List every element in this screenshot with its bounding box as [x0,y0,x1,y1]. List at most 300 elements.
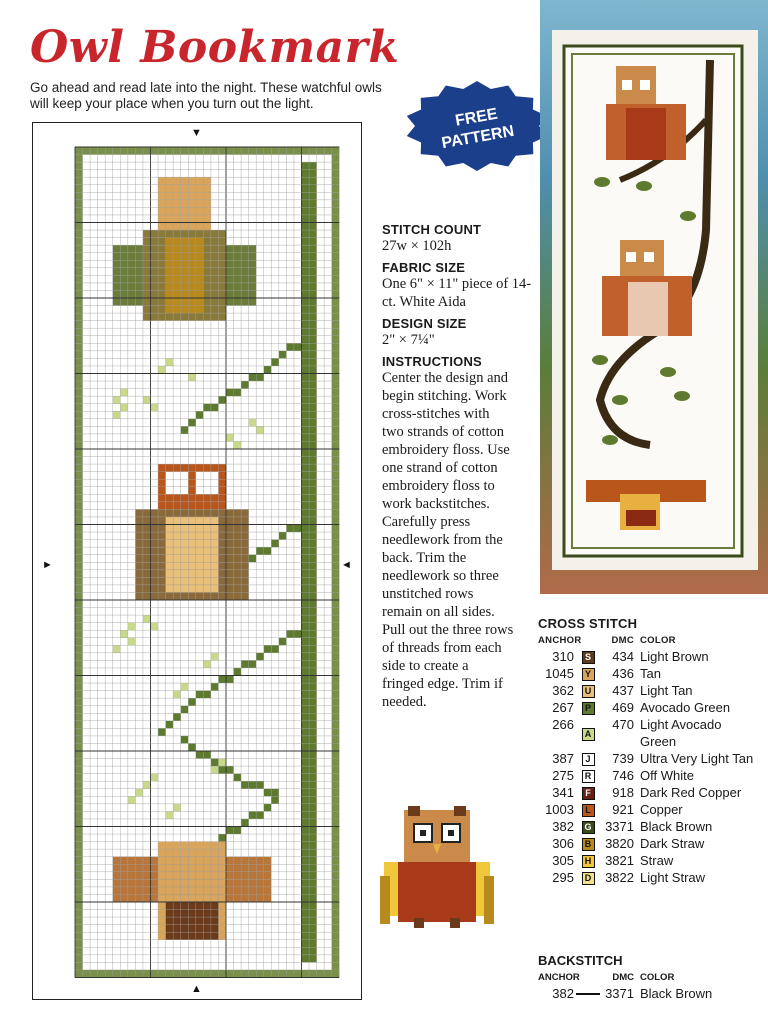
owl-wings [264,864,272,872]
owl-head [188,185,196,193]
owl-body [143,532,151,540]
owl-body [211,275,219,283]
border-stitch [188,147,196,155]
owl-body [173,864,181,872]
owl-body [203,283,211,291]
branch-stitch [309,396,317,404]
bs-col-anchor: ANCHOR [538,972,580,983]
branch-stitch [302,698,310,706]
key-color: Tan [640,666,661,681]
border-stitch [332,864,340,872]
owl-head [158,502,166,510]
owl-body [135,592,143,600]
border-stitch [151,147,159,155]
border-stitch [75,321,83,329]
owl-head [188,487,196,495]
leaf-stitch [166,811,174,819]
owl-body [158,577,166,585]
owl-eye [166,487,174,495]
branch-stitch [302,857,310,865]
owl-head [188,464,196,472]
owl-wings [249,857,257,865]
owl-body [158,253,166,261]
owl-body [241,555,249,563]
border-stitch [75,864,83,872]
border-stitch [75,600,83,608]
owl-belly [166,547,174,555]
key-row [538,716,766,750]
border-stitch [332,947,340,955]
owl-wing [241,260,249,268]
owl-body [151,268,159,276]
border-stitch [75,577,83,585]
owl-belly [196,532,204,540]
owl-body [226,532,234,540]
branch-stitch [309,487,317,495]
branch-stitch [302,245,310,253]
owl-body [218,872,226,880]
owl-stitched-sample [378,806,496,930]
owl-body [218,585,226,593]
branch-stitch [309,170,317,178]
branch-stitch [302,721,310,729]
owl-wings [256,872,264,880]
border-stitch [75,366,83,374]
owl-body [218,902,226,910]
branch-stitch [302,275,310,283]
owl-body [158,283,166,291]
owl-body [218,260,226,268]
branch-stitch [309,736,317,744]
border-stitch [332,600,340,608]
border-stitch [264,970,272,978]
owl-wings [143,879,151,887]
owl-wing [234,253,242,261]
owl-body [218,910,226,918]
owl-wings [128,872,136,880]
border-stitch [332,464,340,472]
owl-eye [211,472,219,480]
owl-body [234,517,242,525]
owl-head [211,502,219,510]
border-stitch [75,147,83,155]
owl-wing [113,275,121,283]
owl-body [196,887,204,895]
owl-body [226,555,234,563]
border-stitch [120,147,128,155]
owl-head [218,479,226,487]
branch-stitch [181,706,189,714]
border-stitch [332,819,340,827]
border-stitch [332,706,340,714]
owl-belly [196,260,204,268]
owl-body [181,313,189,321]
branch-stitch [309,275,317,283]
branch-stitch [302,894,310,902]
branch-stitch [256,811,264,819]
border-stitch [75,381,83,389]
border-stitch [75,630,83,638]
branch-stitch [309,600,317,608]
owl-eye [203,487,211,495]
owl-body [218,842,226,850]
owl-body [181,887,189,895]
owl-wings [143,864,151,872]
owl-body [143,230,151,238]
owl-wing [241,290,249,298]
border-stitch [211,970,219,978]
owl-wings [241,864,249,872]
border-stitch [75,887,83,895]
owl-head [218,502,226,510]
border-stitch [75,260,83,268]
branch-stitch [226,827,234,835]
border-stitch [75,713,83,721]
owl-belly [188,306,196,314]
owl-eye [196,487,204,495]
owl-body [196,592,204,600]
key-row [538,750,766,767]
border-stitch [332,857,340,865]
owl-body [135,509,143,517]
border-stitch [332,502,340,510]
owl-body [158,842,166,850]
owl-body [143,283,151,291]
border-stitch [332,653,340,661]
owl-head [166,223,174,231]
branch-stitch [309,766,317,774]
owl-belly [188,547,196,555]
branch-stitch [309,570,317,578]
branch-stitch [188,419,196,427]
owl-wing [234,290,242,298]
owl-belly [181,577,189,585]
branch-stitch [302,691,310,699]
border-stitch [75,736,83,744]
owl-tail [203,902,211,910]
border-stitch [332,940,340,948]
border-stitch [75,457,83,465]
owl-belly [166,268,174,276]
branch-stitch [302,615,310,623]
owl-wings [249,864,257,872]
border-stitch [332,751,340,759]
border-stitch [332,396,340,404]
owl-belly [203,562,211,570]
leaf-stitch [128,623,136,631]
owl-body [166,894,174,902]
owl-head [188,494,196,502]
border-stitch [75,426,83,434]
border-stitch [75,789,83,797]
owl-wings [128,894,136,902]
branch-stitch [302,864,310,872]
owl-body [234,540,242,548]
owl-body [151,570,159,578]
branch-stitch [302,623,310,631]
owl-body [158,245,166,253]
owl-body [226,547,234,555]
border-stitch [256,970,264,978]
owl-body [241,532,249,540]
branch-stitch [302,283,310,291]
branch-stitch [302,834,310,842]
owl-belly [196,253,204,261]
owl-belly [173,577,181,585]
owl-belly [173,275,181,283]
owl-head [196,192,204,200]
owl-body [226,592,234,600]
branch-stitch [309,691,317,699]
border-stitch [332,789,340,797]
owl-wings [135,864,143,872]
owl-body [218,849,226,857]
border-stitch [271,970,279,978]
branch-stitch [309,411,317,419]
owl-wings [264,872,272,880]
border-stitch [75,502,83,510]
branch-stitch [302,562,310,570]
branch-stitch [309,759,317,767]
border-stitch [332,766,340,774]
owl-wings [264,894,272,902]
border-stitch [332,434,340,442]
branch-stitch [309,743,317,751]
border-stitch [75,487,83,495]
branch-stitch [302,759,310,767]
border-stitch [113,147,121,155]
owl-belly [166,290,174,298]
owl-head [158,472,166,480]
owl-head [181,494,189,502]
owl-body [181,509,189,517]
owl-body [143,525,151,533]
owl-tail [188,910,196,918]
branch-stitch [218,834,226,842]
branch-stitch [309,827,317,835]
owl-belly [196,275,204,283]
branch-stitch [309,313,317,321]
owl-body [203,245,211,253]
owl-wings [113,872,121,880]
branch-stitch [302,268,310,276]
owl-belly [196,298,204,306]
border-stitch [203,147,211,155]
border-stitch [75,585,83,593]
owl-body [211,864,219,872]
border-stitch [332,570,340,578]
branch-stitch [302,260,310,268]
owl-body [166,230,174,238]
owl-tail [173,932,181,940]
border-stitch [332,668,340,676]
key-symbol: D [582,872,595,885]
owl-body [143,540,151,548]
branch-stitch [309,630,317,638]
owl-belly [188,260,196,268]
border-stitch [75,706,83,714]
branch-stitch [302,366,310,374]
branch-stitch [302,872,310,880]
owl-head [188,177,196,185]
owl-wings [234,864,242,872]
owl-body [218,532,226,540]
border-stitch [181,970,189,978]
key-dmc: 469 [612,700,634,715]
border-stitch [332,660,340,668]
owl-wing [234,245,242,253]
leaf-stitch [120,630,128,638]
branch-stitch [309,441,317,449]
owl-belly [173,268,181,276]
fabric-size-heading: FABRIC SIZE [382,260,466,275]
key-row [538,869,766,886]
border-stitch [332,200,340,208]
border-stitch [302,970,310,978]
owl-wings [120,872,128,880]
border-stitch [75,532,83,540]
branch-stitch [309,230,317,238]
border-stitch [75,804,83,812]
owl-tail [188,925,196,933]
owl-belly [211,540,219,548]
branch-stitch [264,645,272,653]
branch-stitch [203,691,211,699]
border-stitch [75,759,83,767]
owl-eye [196,472,204,480]
owl-wings [264,887,272,895]
branch-stitch [309,336,317,344]
branch-stitch [249,811,257,819]
owl-wings [151,872,159,880]
owl-head [203,185,211,193]
branch-stitch [309,343,317,351]
branch-stitch [309,223,317,231]
owl-body [151,517,159,525]
stitch-count-heading: STITCH COUNT [382,222,482,237]
owl-body [173,887,181,895]
owl-body [151,313,159,321]
design-size-heading: DESIGN SIZE [382,316,467,331]
owl-belly [188,238,196,246]
owl-body [203,864,211,872]
border-stitch [75,419,83,427]
owl-body [226,570,234,578]
border-stitch [75,849,83,857]
owl-wings [151,857,159,865]
owl-belly [181,253,189,261]
owl-head [181,200,189,208]
owl-wings [151,887,159,895]
owl-body [188,313,196,321]
owl-wings [234,857,242,865]
owl-head [188,192,196,200]
border-stitch [75,827,83,835]
owl-body [218,932,226,940]
owl-body [143,313,151,321]
owl-head [188,479,196,487]
key-dmc: 3820 [605,836,634,851]
key-anchor: 306 [552,836,574,851]
owl-body [143,555,151,563]
owl-head [196,502,204,510]
owl-body [158,298,166,306]
leaf-stitch [151,774,159,782]
border-stitch [75,894,83,902]
key-row [538,818,766,835]
owl-body [218,547,226,555]
owl-body [158,275,166,283]
branch-stitch [264,366,272,374]
border-stitch [332,366,340,374]
branch-stitch [249,374,257,382]
branch-stitch [302,819,310,827]
border-stitch [332,215,340,223]
owl-body [211,268,219,276]
border-stitch [332,834,340,842]
border-stitch [332,328,340,336]
owl-body [234,547,242,555]
border-stitch [332,170,340,178]
branch-stitch [309,351,317,359]
border-stitch [75,698,83,706]
leaf-stitch [113,396,121,404]
owl-wing [249,260,257,268]
owl-wing [113,298,121,306]
border-stitch [332,585,340,593]
owl-wing [113,268,121,276]
owl-body [158,570,166,578]
owl-wings [128,857,136,865]
owl-body [234,562,242,570]
branch-stitch [309,434,317,442]
owl-wing [241,298,249,306]
owl-head [173,494,181,502]
branch-stitch [302,796,310,804]
owl-head [166,200,174,208]
key-anchor: 382 [552,819,574,834]
branch-stitch [302,630,310,638]
leaf-stitch [113,645,121,653]
owl-belly [181,298,189,306]
instructions-heading: INSTRUCTIONS [382,354,482,369]
owl-belly [211,532,219,540]
branch-stitch [302,457,310,465]
branch-stitch [309,525,317,533]
border-stitch [332,306,340,314]
owl-wing [249,275,257,283]
branch-stitch [302,540,310,548]
owl-wings [113,857,121,865]
owl-body [218,253,226,261]
key-color: Light Straw [640,870,706,885]
owl-body [188,509,196,517]
border-stitch [332,177,340,185]
owl-belly [166,555,174,563]
key-color: Avocado Green [640,700,731,715]
border-stitch [332,517,340,525]
owl-tail [166,902,174,910]
owl-belly [211,517,219,525]
owl-belly [188,517,196,525]
owl-head [218,494,226,502]
key-color: Ultra Very Light Tan [640,751,754,766]
owl-body [135,570,143,578]
owl-body [181,857,189,865]
branch-stitch [309,389,317,397]
key-dmc: 739 [612,751,634,766]
border-stitch [75,177,83,185]
